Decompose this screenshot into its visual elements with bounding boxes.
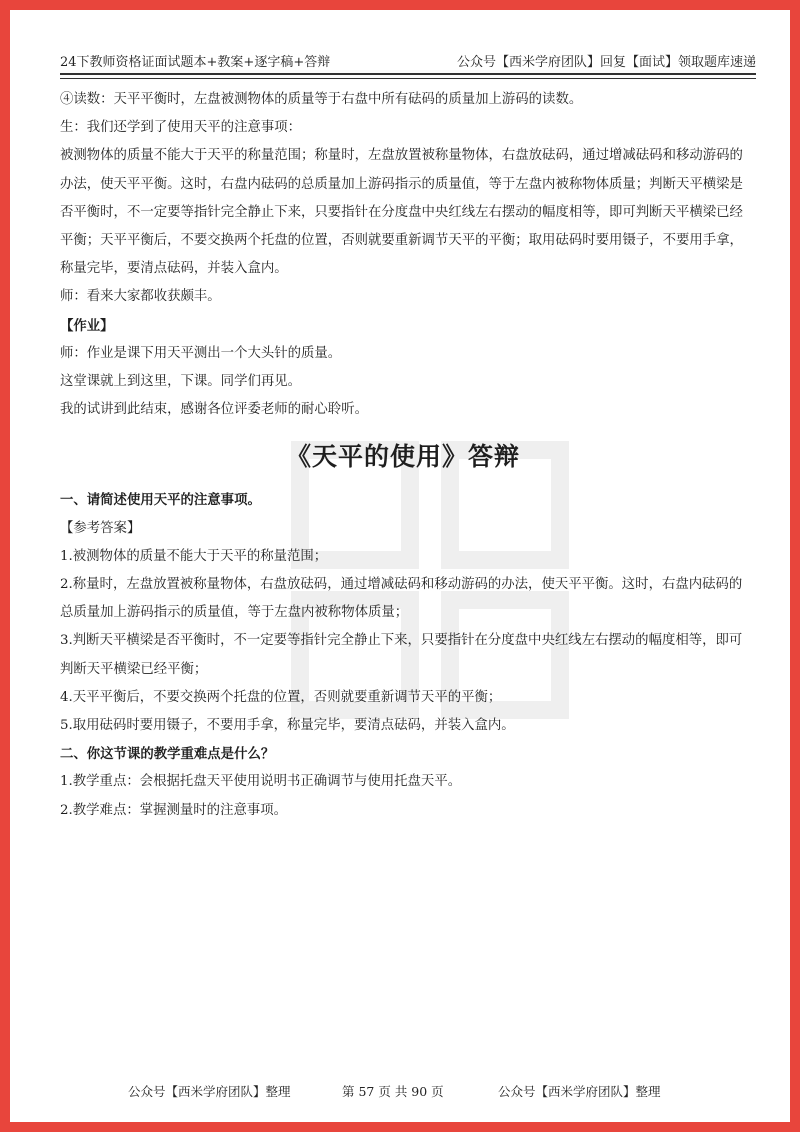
question-2: 二、你这节课的教学重难点是什么？ bbox=[60, 746, 275, 763]
key-point-item: 1.教学重点：会根据托盘天平使用说明书正确调节与使用托盘天平。 bbox=[60, 774, 462, 790]
answer-item-4: 4.天平平衡后，不要交换两个托盘的位置，否则就要重新调节天平的平衡； bbox=[60, 689, 502, 705]
difficulty-item: 2.教学难点：掌握测量时的注意事项。 bbox=[60, 802, 288, 818]
paragraph-closing: 我的试讲到此结束，感谢各位评委老师的耐心聆听。 bbox=[60, 402, 368, 418]
homework-heading: 【作业】 bbox=[60, 317, 114, 334]
question-1: 一、请简述使用天平的注意事项。 bbox=[60, 492, 261, 509]
page-content bbox=[60, 86, 746, 825]
header-right-text: 公众号【西米学府团队】回复【面试】领取题库速递 bbox=[456, 55, 756, 70]
page-header bbox=[60, 44, 756, 75]
paragraph-student: 生：我们还学到了使用天平的注意事项： bbox=[60, 120, 302, 136]
answer-item-1: 1.被测物体的质量不能大于天平的称量范围； bbox=[60, 548, 328, 564]
paragraph-class-end: 这堂课就上到这里，下课。同学们再见。 bbox=[60, 374, 302, 390]
footer-right-text: 公众号【西米学府团队】整理 bbox=[498, 1084, 661, 1099]
defense-title: 《天平的使用》答辩 bbox=[285, 442, 520, 472]
answer-item-3: 3.判断天平横梁是否平衡时，不一定要等指针完全静止下来，只要指针在分度盘中央红线左右摆动的幅度相等，即可判断天平横梁已经平衡； bbox=[60, 633, 743, 677]
paragraph-precautions: 被测物体的质量不能大于天平的称量范围；称量时，左盘放置被称量物体，右盘放砝码，通过增减砝码和移动游码的办法，使天平平衡。这时，右盘内砝码的总质量加上游码指示的质量值，等于左盘内被称物体质量；判断天平横梁是否平衡时，不一定要等指针完全静止下来，只要指针在分度盘中央红线左右摆动的幅度相等，即可判断天平横梁已经平衡；天平平衡后，不要交换两个托盘的位置，否则就要重新调节天平的平衡；取用砝码时要用镊子，不要用手拿，称量完毕，要清点砝码，并装入盒内。 bbox=[60, 148, 743, 277]
footer-left-text: 公众号【西米学府团队】整理 bbox=[128, 1084, 291, 1099]
header-left-text: 24下教师资格证面试题本+教案+逐字稿+答辩 bbox=[60, 55, 331, 70]
answer-item-5: 5.取用砝码时要用镊子，不要用手拿，称量完毕，要清点砝码，并装入盒内。 bbox=[60, 718, 515, 734]
paragraph-homework: 师：作业是课下用天平测出一个大头针的质量。 bbox=[60, 345, 342, 361]
reference-answer-label: 【参考答案】 bbox=[60, 520, 141, 536]
answer-item-2: 2.称量时，左盘放置被称量物体，右盘放砝码，通过增减砝码和移动游码的办法，使天平平衡。这时，右盘内砝码的总质量加上游码指示的质量值，等于左盘内被称物体质量； bbox=[60, 577, 743, 621]
paragraph-teacher-summary: 师：看来大家都收获颇丰。 bbox=[60, 289, 221, 305]
page-number: 第 57 页 共 90 页 bbox=[342, 1084, 444, 1099]
paragraph-reading: ④读数：天平平衡时，左盘被测物体的质量等于右盘中所有砝码的质量加上游码的读数。 bbox=[60, 92, 583, 107]
